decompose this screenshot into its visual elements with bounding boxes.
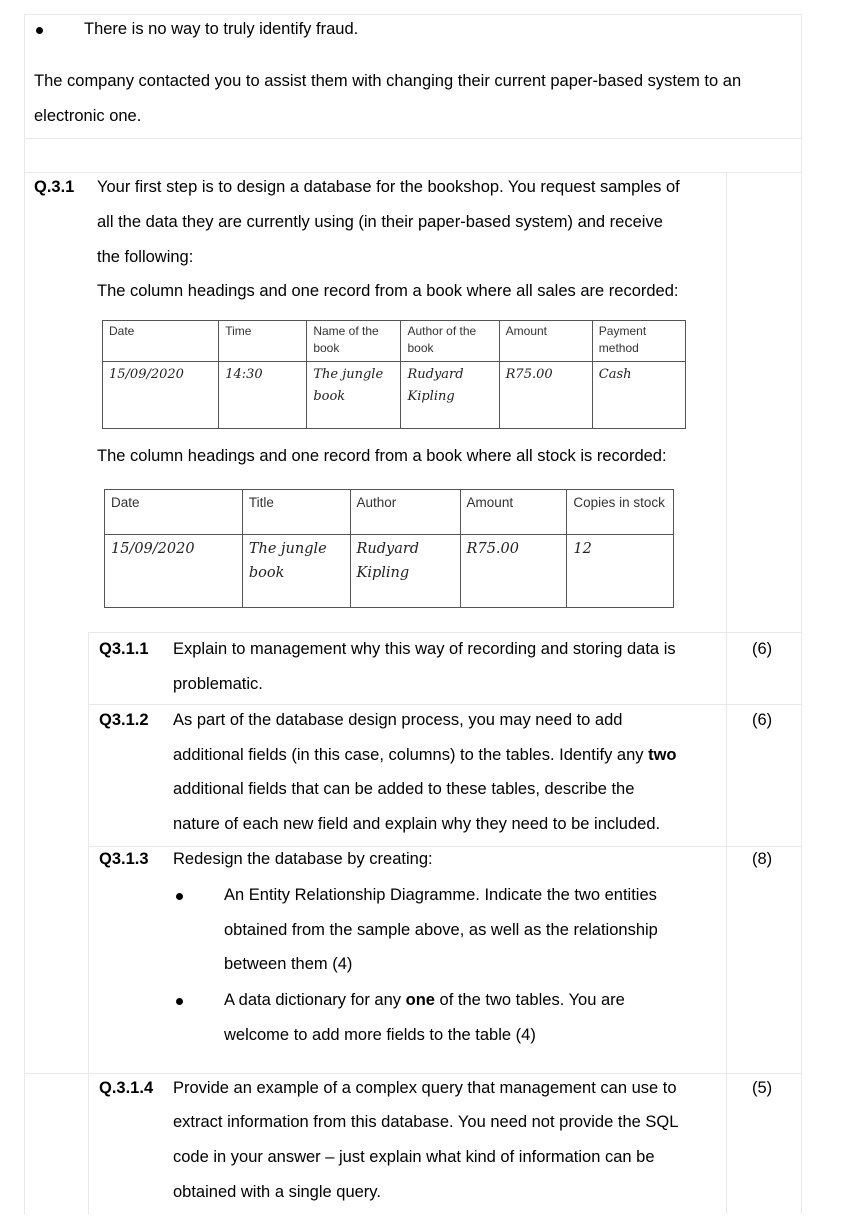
question-text-line: obtained with a single query. (173, 1183, 381, 1201)
question-marks: (5) (752, 1079, 773, 1097)
table-header-cell: Title (242, 490, 350, 535)
bullet-text-line: An Entity Relationship Diagramme. Indicate the two entities (224, 886, 657, 904)
grid-line (24, 14, 25, 1214)
table-header-cell: Amount (499, 321, 592, 362)
table-cell: The jungle book (242, 535, 350, 608)
bullet-icon (176, 998, 183, 1005)
stock-sample-table (104, 489, 674, 608)
question-marks: (6) (752, 711, 773, 729)
table-cell: 15/09/2020 (103, 362, 219, 429)
question-number: Q.3.1.4 (99, 1079, 154, 1097)
intro-paragraph-line: electronic one. (34, 107, 142, 125)
table-cell: The jungle book (307, 362, 401, 429)
question-marks: (8) (752, 850, 773, 868)
question-text-line: Redesign the database by creating: (173, 850, 433, 868)
intro-paragraph-line: The company contacted you to assist them with changing their current paper-based system to an (34, 72, 742, 90)
table-row (103, 362, 686, 429)
bold-text-span: two (648, 746, 677, 764)
question-number: Q3.1.3 (99, 850, 149, 868)
stock-table-caption: The column headings and one record from a book where all stock is recorded: (97, 447, 667, 465)
question-text-line: additional fields that can be added to these tables, describe the (173, 780, 635, 798)
text-span: additional fields (in this case, columns) to the tables. Identify any (173, 746, 649, 764)
table-header-row (103, 321, 686, 362)
text-span: A data dictionary for any (224, 991, 406, 1009)
table-header-cell: Payment method (592, 321, 685, 362)
question-text-line: As part of the database design process, you may need to add (173, 711, 623, 729)
grid-line (24, 138, 802, 139)
table-header-cell: Name of the book (307, 321, 401, 362)
bullet-icon (176, 893, 183, 900)
question-text-line: Provide an example of a complex query that management can use to (173, 1079, 677, 1097)
question-text-line: Explain to management why this way of recording and storing data is (173, 640, 676, 658)
table-header-cell: Author (350, 490, 460, 535)
bullet-text-line: obtained from the sample above, as well as the relationship (224, 921, 658, 939)
grid-line (726, 172, 727, 1214)
bullet-text-line: welcome to add more fields to the table (4) (224, 1026, 536, 1044)
table-header-cell: Author of the book (401, 321, 499, 362)
table-cell: Rudyard Kipling (350, 535, 460, 608)
question-text-line: all the data they are currently using (in their paper-based system) and receive (97, 213, 663, 231)
bold-text-span: one (405, 991, 435, 1009)
table-row (105, 535, 674, 608)
grid-line (801, 14, 802, 1214)
sales-table-caption: The column headings and one record from a book where all sales are recorded: (97, 282, 679, 300)
table-cell: 14:30 (219, 362, 307, 429)
question-number: Q.3.1 (34, 178, 75, 196)
question-text-line: code in your answer – just explain what kind of information can be (173, 1148, 655, 1166)
question-text-line: extract information from this database. You need not provide the SQL (173, 1113, 679, 1131)
question-text-line: problematic. (173, 675, 263, 693)
question-marks: (6) (752, 640, 773, 658)
question-text-line: the following: (97, 248, 194, 266)
table-header-cell: Copies in stock (567, 490, 674, 535)
table-cell: R75.00 (460, 535, 567, 608)
table-cell: R75.00 (499, 362, 592, 429)
table-cell: Cash (592, 362, 685, 429)
table-cell: Rudyard Kipling (401, 362, 499, 429)
question-number: Q3.1.1 (99, 640, 149, 658)
grid-line (88, 632, 89, 1214)
question-text-line (173, 738, 677, 773)
table-header-cell: Date (103, 321, 219, 362)
bullet-text-line: between them (4) (224, 955, 353, 973)
table-header-cell: Amount (460, 490, 567, 535)
table-cell: 12 (567, 535, 674, 608)
question-number: Q3.1.2 (99, 711, 149, 729)
table-header-cell: Date (105, 490, 243, 535)
text-span: of the two tables. You are (434, 991, 625, 1009)
sales-sample-table (102, 320, 686, 429)
bullet-icon (36, 27, 43, 34)
table-cell: 15/09/2020 (105, 535, 243, 608)
question-text-line: Your first step is to design a database for the bookshop. You request samples of (97, 178, 680, 196)
question-text-line: nature of each new field and explain why they need to be included. (173, 815, 661, 833)
bullet-text-line (224, 983, 625, 1018)
intro-bullet-text: There is no way to truly identify fraud. (84, 20, 359, 38)
table-header-row (105, 490, 674, 535)
table-header-cell: Time (219, 321, 307, 362)
